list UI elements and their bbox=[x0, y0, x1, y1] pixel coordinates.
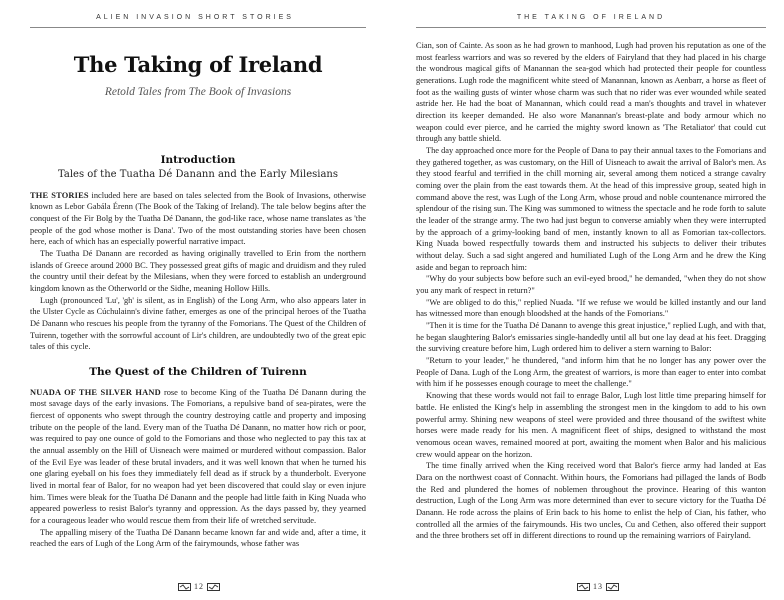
right-paragraph-4: "We are obliged to do this," replied Nuada. "If we refuse we would be killed instantly and our land has witnessed more than enough bloodshed at the hands of the Fomorians." bbox=[416, 297, 766, 319]
right-paragraph-8: The time finally arrived when the King received word that Balor's fierce army had landed at Eas Dara on the northwest coast of Connacht. Within hours, the Fomorians had pillaged the lands of Bodb the Red and plundered the homes of noblemen throughout the province. Hearing of this wanton destruction, Lugh of the Long Arm was more determined than ever to secure victory for the Tuatha Dé Danann. He rode across the plains of Erin back to his home to enlist the help of Cian, his father, who controlled all the armies of the fairymounds. His two uncles, Cu and Cethen, also offered their support and the three brothers set off in different directions to round up the remaining warriors of Fairyland. bbox=[416, 461, 766, 541]
right-paragraph-7: Knowing that these words would not fail to enrage Balor, Lugh lost little time preparing himself for battle. He enlisted the King's help in assembling the strongest men in the kingdom to add to his own powerful army. Shining new weapons of steel were provided and three thousand of the swiftest white horses were made ready for his men. A magnificent fleet of ships, designed to withstand the most venomous ocean waves, remained moored at port, awaiting the moment when Balor and his malicious crew would appear on the horizon. bbox=[416, 391, 766, 459]
folio-left bbox=[178, 582, 220, 591]
intro-lead-in: THE STORIES bbox=[30, 190, 89, 200]
celtic-knot-ornament-icon bbox=[577, 583, 590, 591]
right-paragraph-1: Cian, son of Cainte. As soon as he had grown to manhood, Lugh had proven his reputation as one of the most fearless warriors and was so revered by the elders of Fairyland that they had placed in his charge the wondrous magical gifts of Manannan the sea-god which had protected their people for countless generations. Lugh rode the magnificent white steed of Manannan, known as Aenbarr, a horse as fleet of foot as the wailing gusts of winter whose charm was such that no rider was ever wounded while seated astride her. He had the boat of Manannan, which could read a man's thoughts and travel in whatever direction its keeper demanded. He also wore Manannan's breast-plate and body armour which no weapon could ever pierce, and he carried the mighty sword known as 'The Retaliator' that could cut through any battle shield. bbox=[416, 41, 766, 144]
section-heading: The Quest of the Children of Tuirenn bbox=[89, 366, 307, 379]
right-paragraph-3: "Why do your subjects bow before such an evil-eyed brood," he demanded, "when they do not show you any mark of respect in return?" bbox=[416, 274, 766, 296]
intro-paragraph-3: Lugh (pronounced 'Lu', 'gh' is silent, as in English) of the Long Arm, who also appears later in the Ulster Cycle as Cúchulainn's divine father, emerges as one of the principal heroes of the Tuatha Dé Danann who rescues his people from the tyranny of the Fomorians. The Quest of the Children of Tuirenn, together with the sorrowful account of Lir's children, are undoubtedly two of the great epic tales of this cycle. bbox=[30, 295, 366, 352]
right-column bbox=[416, 40, 766, 542]
running-head-right: THE TAKING OF IRELAND bbox=[516, 14, 666, 21]
intro-subheading: Tales of the Tuatha Dé Danann and the Early Milesians bbox=[58, 168, 338, 180]
celtic-knot-ornament-icon bbox=[207, 583, 220, 591]
intro-paragraph-2: The Tuatha Dé Danann are recorded as having originally travelled to Erin from the northern islands of Greece around 2000 BC. They possessed great gifts of magic and druidism and they ruled the country until their defeat by the Milesians, when they were forced to establish an underground kingdom known as the Otherworld or the Sidhe, meaning Hollow Hills. bbox=[30, 249, 366, 294]
running-head-left: ALIEN INVASION SHORT STORIES bbox=[96, 14, 294, 21]
header-rule-left bbox=[30, 27, 366, 28]
right-paragraph-6: "Return to your leader," he thundered, "and inform him that he no longer has any power over the People of Dana. Lugh of the Long Arm, the greatest of warriors, is more than eager to enter into combat with him if he possesses enough courage to meet the challenge." bbox=[416, 356, 766, 389]
book-title: The Taking of Ireland bbox=[73, 52, 323, 77]
right-page bbox=[392, 0, 784, 600]
folio-right bbox=[577, 582, 619, 591]
right-paragraph-2: The day approached once more for the People of Dana to pay their annual taxes to the Fomorians and they gathered together, as was customary, on the Hill of Uisneach to await the arrival of Balor's men. As they stood fearful and terrified in the chill morning air, several among them noticed a strange cavalry coming over the plain from the east towards them. At the head of this impressive group, seated high in command above the rest, was Lugh of the Long Arm, whose proud and noble countenance mirrored the splendour of the rising sun. The King was summoned to witness the spectacle and he rode forth to salute the leader of the strange army. The two had just begun to converse amiably when they were interrupted by the approach of a grimy-looking band of men, instantly known to all as Fomorian tax-collectors. King Nuada bowed respectfully towards them and instructed his subjects to deliver their tributes without delay. Such a sad sight angered and humiliated Lugh of the Long Arm and he drew the King aside and began to reproach him: bbox=[416, 146, 767, 272]
story-paragraph-2: The appalling misery of the Tuatha Dé Danann became known far and wide and, after a time, it reached the ears of Lugh of the Long Arm of the fairymounds, whose father was bbox=[30, 527, 366, 549]
intro-heading: Introduction bbox=[160, 154, 236, 167]
story-lead-in: NUADA OF THE SILVER HAND bbox=[30, 387, 161, 397]
page-number-right: 13 bbox=[593, 581, 603, 591]
story-paragraph-1 bbox=[30, 387, 366, 527]
celtic-knot-ornament-icon bbox=[606, 583, 619, 591]
book-subtitle: Retold Tales from The Book of Invasions bbox=[104, 86, 292, 99]
celtic-knot-ornament-icon bbox=[178, 583, 191, 591]
intro-paragraph-1-text: included here are based on tales selected from the Book of Invasions, otherwise known as Lebor Gabála Érenn (The Book of the Taking of Ireland). The tale below begins after the conquest of the Fir Bolg by the Tuatha Dé Danann, the god-like race, whose name translates as 'the people of the god whose mother is Dana'. Two of the most outstanding stories have been chosen here, each of which has an especially powerful narrative impact. bbox=[30, 190, 367, 247]
header-rule-right bbox=[416, 27, 766, 28]
page-number-left: 12 bbox=[194, 581, 204, 591]
right-paragraph-5: "Then it is time for the Tuatha Dé Danann to avenge this great injustice," replied Lugh, and with that, he began slaughtering Balor's emissaries single-handedly until all but one lay dead at his feet. Dragging the surviving creature before him, Lugh ordered him to deliver a stern warning to Balor: bbox=[416, 321, 766, 354]
left-column bbox=[30, 50, 366, 550]
intro-paragraph-1 bbox=[30, 190, 366, 248]
story-paragraph-1-text: rose to become King of the Tuatha Dé Danann during the most savage days of the early invasions. The Fomorians, a repulsive band of sea-pirates, were the fiercest of opponents who swept through the country destroying cattle and property and imposing tribute on the people of the land. Every man of the Tuatha Dé Danann, no matter how rich or poor, was required to pay one ounce of gold to the Fomorians and those who neglected to pay this tax at the annual assembly on the Hill of Uisneach were maimed or murdered without compassion. Balor of the Evil Eye was leader of these brutal invaders, and it was well known that when he turned his one glaring eyeball on his foes they immediately fell dead as if struck by a thunderbolt. Everyone lived in mortal fear of Balor, for no weapon had yet been discovered that could slay or even injure him. Times were bleak for the Tuatha Dé Danann and the people had little faith in King Nuada who appeared powerless to resist Balor's tyranny and oppression. As the days passed by, they yearned for a courageous leader who would rescue them from their life of wretched servitude. bbox=[30, 387, 366, 526]
